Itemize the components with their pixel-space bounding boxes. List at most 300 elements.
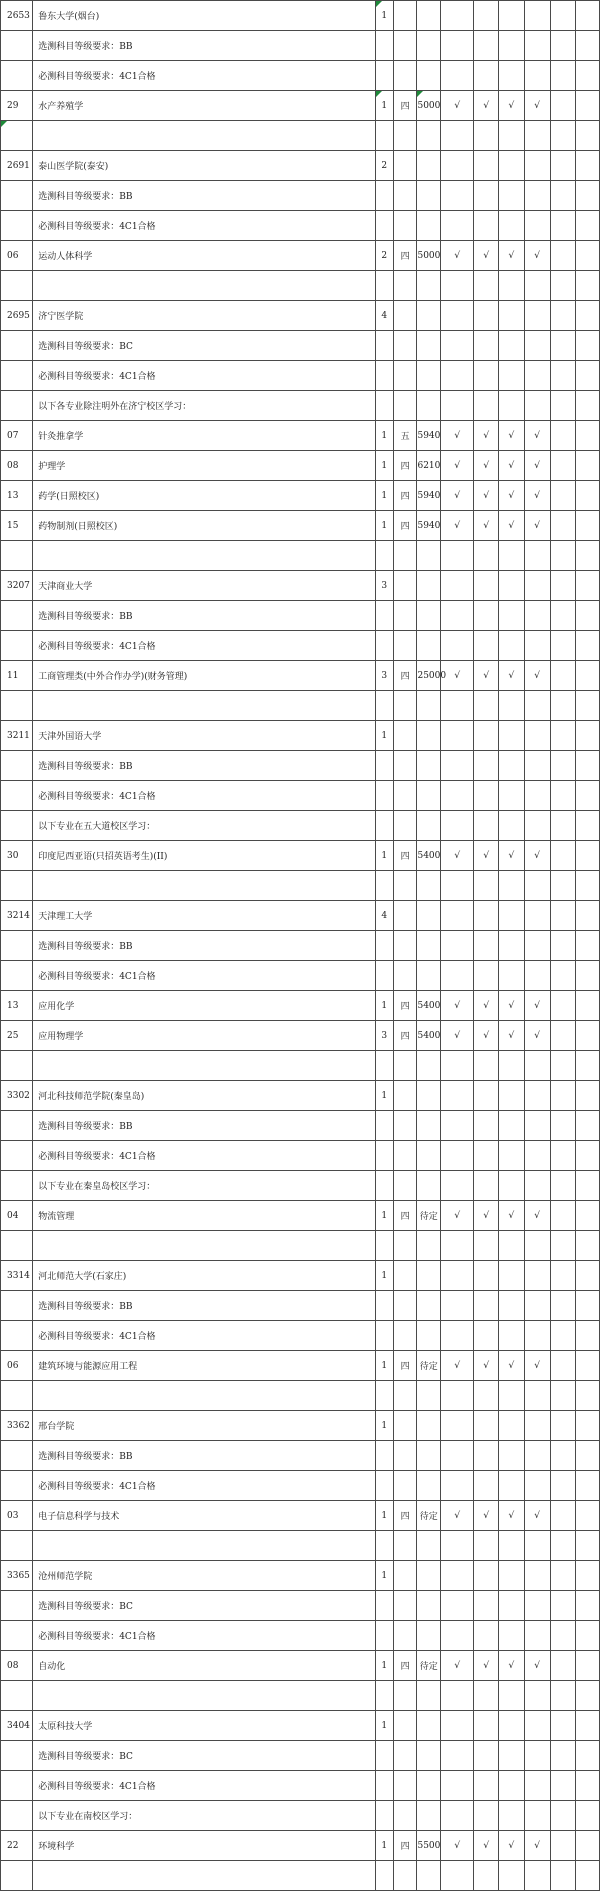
- requirement-row: [1, 331, 600, 361]
- empty-cell: [576, 811, 600, 841]
- requirement-note: 必测科目等级要求：4C1合格: [33, 1321, 375, 1351]
- empty-cell: [417, 1111, 441, 1141]
- major-code: 25: [1, 1021, 33, 1051]
- empty-cell: [499, 541, 525, 571]
- requirement-note: 选测科目等级要求：BC: [33, 331, 375, 361]
- empty-cell: [441, 1471, 474, 1501]
- empty-cell: [393, 601, 417, 631]
- empty-cell: [375, 1321, 393, 1351]
- empty-cell: [499, 1141, 525, 1171]
- empty-cell: [375, 361, 393, 391]
- empty-cell: [550, 271, 576, 301]
- empty-cell: [1, 1771, 33, 1801]
- empty-cell: [33, 1381, 375, 1411]
- empty-cell: [1, 1471, 33, 1501]
- empty-cell: [576, 1531, 600, 1561]
- school-code: 3362: [1, 1411, 33, 1441]
- check-mark: √: [441, 421, 474, 451]
- empty-cell: [576, 1291, 600, 1321]
- school-code: 3404: [1, 1711, 33, 1741]
- empty-cell: [524, 1801, 550, 1831]
- empty-cell: [499, 1411, 525, 1441]
- empty-cell: [550, 1291, 576, 1321]
- enrollment-count: 1: [375, 451, 393, 481]
- empty-cell: [375, 1231, 393, 1261]
- empty-cell: [474, 361, 499, 391]
- empty-cell: [441, 811, 474, 841]
- blank-row: [1, 1231, 600, 1261]
- empty-cell: [417, 1321, 441, 1351]
- empty-cell: [550, 1051, 576, 1081]
- empty-cell: [550, 1, 576, 31]
- empty-cell: [499, 811, 525, 841]
- empty-cell: [393, 1531, 417, 1561]
- empty-cell: [474, 781, 499, 811]
- empty-cell: [1, 781, 33, 811]
- empty-cell: [499, 1321, 525, 1351]
- requirement-note: 必测科目等级要求：4C1合格: [33, 1621, 375, 1651]
- empty-cell: [441, 1771, 474, 1801]
- tuition-fee: 5000: [417, 241, 441, 271]
- tuition-fee: 5940: [417, 421, 441, 451]
- empty-cell: [576, 181, 600, 211]
- empty-cell: [1, 391, 33, 421]
- empty-cell: [524, 181, 550, 211]
- empty-cell: [576, 1081, 600, 1111]
- enrollment-count: 1: [375, 1201, 393, 1231]
- empty-cell: [375, 1381, 393, 1411]
- empty-cell: [1, 1171, 33, 1201]
- empty-cell: [1, 631, 33, 661]
- empty-cell: [441, 61, 474, 91]
- empty-cell: [576, 1, 600, 31]
- major-code: 29: [1, 91, 33, 121]
- empty-cell: [375, 1801, 393, 1831]
- empty-cell: [441, 601, 474, 631]
- enrollment-count: 2: [375, 241, 393, 271]
- empty-cell: [524, 1711, 550, 1741]
- major-code: 06: [1, 1351, 33, 1381]
- empty-cell: [550, 1321, 576, 1351]
- empty-cell: [576, 721, 600, 751]
- empty-cell: [33, 1051, 375, 1081]
- empty-cell: [1, 1051, 33, 1081]
- requirement-note: 选测科目等级要求：BB: [33, 31, 375, 61]
- empty-cell: [524, 1621, 550, 1651]
- empty-cell: [1, 601, 33, 631]
- empty-cell: [393, 61, 417, 91]
- tuition-fee: 待定: [417, 1651, 441, 1681]
- empty-cell: [550, 1501, 576, 1531]
- empty-cell: [375, 331, 393, 361]
- empty-cell: [393, 301, 417, 331]
- empty-cell: [550, 511, 576, 541]
- empty-cell: [499, 211, 525, 241]
- empty-cell: [524, 1261, 550, 1291]
- empty-cell: [474, 1441, 499, 1471]
- major-name: 针灸推拿学: [33, 421, 375, 451]
- empty-cell: [393, 1621, 417, 1651]
- empty-cell: [576, 1621, 600, 1651]
- empty-cell: [550, 1351, 576, 1381]
- empty-cell: [1, 1321, 33, 1351]
- empty-cell: [393, 1771, 417, 1801]
- check-mark: √: [474, 241, 499, 271]
- empty-cell: [524, 61, 550, 91]
- empty-cell: [441, 631, 474, 661]
- check-mark: √: [499, 1501, 525, 1531]
- major-code: 13: [1, 481, 33, 511]
- empty-cell: [499, 901, 525, 931]
- empty-cell: [441, 181, 474, 211]
- empty-cell: [1, 1741, 33, 1771]
- empty-cell: [474, 1411, 499, 1441]
- school-row: [1, 151, 600, 181]
- check-mark: √: [474, 481, 499, 511]
- major-code: 07: [1, 421, 33, 451]
- empty-cell: [499, 61, 525, 91]
- check-mark: √: [441, 841, 474, 871]
- check-mark: √: [441, 1651, 474, 1681]
- empty-cell: [441, 1741, 474, 1771]
- major-row: [1, 1831, 600, 1861]
- check-mark: √: [441, 451, 474, 481]
- empty-cell: [1, 211, 33, 241]
- empty-cell: [375, 1591, 393, 1621]
- empty-cell: [576, 331, 600, 361]
- tuition-fee: 5400: [417, 841, 441, 871]
- empty-cell: [550, 1531, 576, 1561]
- empty-cell: [441, 1171, 474, 1201]
- empty-cell: [524, 721, 550, 751]
- school-name: 天津理工大学: [33, 901, 375, 931]
- empty-cell: [1, 961, 33, 991]
- empty-cell: [576, 1501, 600, 1531]
- empty-cell: [417, 1141, 441, 1171]
- check-mark: √: [441, 481, 474, 511]
- enrollment-count: 3: [375, 571, 393, 601]
- empty-cell: [417, 361, 441, 391]
- empty-cell: [576, 1321, 600, 1351]
- empty-cell: [550, 1201, 576, 1231]
- requirement-row: [1, 1111, 600, 1141]
- major-code: 04: [1, 1201, 33, 1231]
- empty-cell: [550, 871, 576, 901]
- empty-cell: [417, 31, 441, 61]
- empty-cell: [417, 691, 441, 721]
- check-mark: √: [524, 1021, 550, 1051]
- empty-cell: [417, 1861, 441, 1891]
- check-mark: √: [474, 1201, 499, 1231]
- empty-cell: [550, 781, 576, 811]
- empty-cell: [441, 751, 474, 781]
- enrollment-count: 3: [375, 1021, 393, 1051]
- tuition-fee: 5000: [417, 91, 441, 121]
- empty-cell: [1, 1861, 33, 1891]
- empty-cell: [393, 181, 417, 211]
- empty-cell: [417, 1051, 441, 1081]
- empty-cell: [550, 1771, 576, 1801]
- empty-cell: [524, 31, 550, 61]
- empty-cell: [417, 1261, 441, 1291]
- empty-cell: [441, 1231, 474, 1261]
- empty-cell: [375, 1291, 393, 1321]
- empty-cell: [474, 1381, 499, 1411]
- empty-cell: [499, 1, 525, 31]
- blank-row: [1, 1051, 600, 1081]
- blank-row: [1, 1861, 600, 1891]
- empty-cell: [524, 1861, 550, 1891]
- empty-cell: [474, 901, 499, 931]
- check-mark: √: [474, 1021, 499, 1051]
- check-mark: √: [474, 1501, 499, 1531]
- empty-cell: [393, 721, 417, 751]
- school-name: 泰山医学院(泰安): [33, 151, 375, 181]
- empty-cell: [550, 571, 576, 601]
- empty-cell: [576, 1111, 600, 1141]
- empty-cell: [375, 391, 393, 421]
- empty-cell: [417, 391, 441, 421]
- requirement-note: 必测科目等级要求：4C1合格: [33, 361, 375, 391]
- requirement-row: [1, 181, 600, 211]
- empty-cell: [550, 541, 576, 571]
- requirement-row: [1, 1741, 600, 1771]
- enrollment-count: 1: [375, 1501, 393, 1531]
- empty-cell: [576, 1471, 600, 1501]
- empty-cell: [474, 211, 499, 241]
- major-name: 建筑环境与能源应用工程: [33, 1351, 375, 1381]
- major-name: 印度尼西亚语(只招英语考生)(II): [33, 841, 375, 871]
- school-code: 3302: [1, 1081, 33, 1111]
- empty-cell: [550, 1261, 576, 1291]
- empty-cell: [417, 961, 441, 991]
- empty-cell: [550, 1681, 576, 1711]
- empty-cell: [417, 541, 441, 571]
- empty-cell: [441, 1381, 474, 1411]
- empty-cell: [375, 1171, 393, 1201]
- empty-cell: [550, 1141, 576, 1171]
- requirement-note: 以下专业在秦皇岛校区学习：: [33, 1171, 375, 1201]
- major-row: [1, 451, 600, 481]
- major-row: [1, 1021, 600, 1051]
- empty-cell: [375, 781, 393, 811]
- empty-cell: [550, 91, 576, 121]
- blank-row: [1, 1531, 600, 1561]
- empty-cell: [441, 301, 474, 331]
- check-mark: √: [524, 91, 550, 121]
- check-mark: √: [524, 421, 550, 451]
- empty-cell: [375, 931, 393, 961]
- empty-cell: [576, 1771, 600, 1801]
- empty-cell: [375, 961, 393, 991]
- check-mark: √: [474, 91, 499, 121]
- requirement-row: [1, 961, 600, 991]
- requirement-note: 选测科目等级要求：BB: [33, 751, 375, 781]
- empty-cell: [33, 271, 375, 301]
- empty-cell: [499, 1381, 525, 1411]
- empty-cell: [524, 1171, 550, 1201]
- empty-cell: [576, 211, 600, 241]
- empty-cell: [375, 751, 393, 781]
- empty-cell: [393, 331, 417, 361]
- empty-cell: [524, 751, 550, 781]
- empty-cell: [499, 1531, 525, 1561]
- empty-cell: [474, 721, 499, 751]
- major-row: [1, 241, 600, 271]
- requirement-note: 必测科目等级要求：4C1合格: [33, 631, 375, 661]
- empty-cell: [441, 1141, 474, 1171]
- empty-cell: [417, 61, 441, 91]
- empty-cell: [441, 1591, 474, 1621]
- check-mark: √: [474, 991, 499, 1021]
- enrollment-count: 1: [375, 1411, 393, 1441]
- empty-cell: [576, 751, 600, 781]
- empty-cell: [474, 1741, 499, 1771]
- empty-cell: [393, 1681, 417, 1711]
- empty-cell: [441, 961, 474, 991]
- enrollment-count: 3: [375, 661, 393, 691]
- empty-cell: [1, 31, 33, 61]
- empty-cell: [417, 1561, 441, 1591]
- empty-cell: [474, 1801, 499, 1831]
- empty-cell: [550, 421, 576, 451]
- empty-cell: [375, 211, 393, 241]
- empty-cell: [441, 1711, 474, 1741]
- empty-cell: [474, 61, 499, 91]
- table-body: [1, 1, 600, 1891]
- blank-row: [1, 121, 600, 151]
- check-mark: √: [499, 661, 525, 691]
- empty-cell: [474, 541, 499, 571]
- school-row: [1, 1711, 600, 1741]
- major-row: [1, 661, 600, 691]
- empty-cell: [550, 1471, 576, 1501]
- major-code: 08: [1, 451, 33, 481]
- major-name: 物流管理: [33, 1201, 375, 1231]
- empty-cell: [524, 601, 550, 631]
- check-mark: √: [441, 1501, 474, 1531]
- check-mark: √: [499, 91, 525, 121]
- empty-cell: [474, 631, 499, 661]
- requirement-row: [1, 631, 600, 661]
- empty-cell: [524, 1051, 550, 1081]
- major-name: 环境科学: [33, 1831, 375, 1861]
- enrollment-count: 1: [375, 1711, 393, 1741]
- empty-cell: [576, 1801, 600, 1831]
- empty-cell: [474, 1321, 499, 1351]
- empty-cell: [393, 211, 417, 241]
- empty-cell: [524, 541, 550, 571]
- empty-cell: [393, 751, 417, 781]
- empty-cell: [524, 1741, 550, 1771]
- requirement-note: 选测科目等级要求：BB: [33, 931, 375, 961]
- school-row: [1, 901, 600, 931]
- empty-cell: [524, 1141, 550, 1171]
- requirement-row: [1, 211, 600, 241]
- empty-cell: [393, 151, 417, 181]
- check-mark: √: [474, 451, 499, 481]
- empty-cell: [375, 631, 393, 661]
- empty-cell: [393, 781, 417, 811]
- empty-cell: [417, 271, 441, 301]
- empty-cell: [576, 961, 600, 991]
- empty-cell: [550, 1591, 576, 1621]
- check-mark: √: [441, 1201, 474, 1231]
- empty-cell: [441, 691, 474, 721]
- check-mark: √: [441, 91, 474, 121]
- empty-cell: [474, 331, 499, 361]
- empty-cell: [524, 1231, 550, 1261]
- empty-cell: [499, 361, 525, 391]
- requirement-row: [1, 1171, 600, 1201]
- empty-cell: [375, 691, 393, 721]
- empty-cell: [474, 811, 499, 841]
- empty-cell: [393, 1261, 417, 1291]
- empty-cell: [576, 91, 600, 121]
- empty-cell: [417, 1081, 441, 1111]
- empty-cell: [550, 1171, 576, 1201]
- requirement-note: 必测科目等级要求：4C1合格: [33, 211, 375, 241]
- study-years: 四: [393, 841, 417, 871]
- empty-cell: [417, 631, 441, 661]
- empty-cell: [375, 181, 393, 211]
- check-mark: √: [474, 421, 499, 451]
- empty-cell: [550, 1711, 576, 1741]
- empty-cell: [524, 1321, 550, 1351]
- empty-cell: [474, 391, 499, 421]
- check-mark: √: [474, 661, 499, 691]
- empty-cell: [550, 181, 576, 211]
- empty-cell: [524, 1081, 550, 1111]
- empty-cell: [524, 871, 550, 901]
- empty-cell: [474, 1771, 499, 1801]
- empty-cell: [499, 871, 525, 901]
- empty-cell: [393, 961, 417, 991]
- major-row: [1, 1501, 600, 1531]
- empty-cell: [576, 1231, 600, 1261]
- empty-cell: [393, 1861, 417, 1891]
- requirement-row: [1, 1591, 600, 1621]
- requirement-note: 必测科目等级要求：4C1合格: [33, 61, 375, 91]
- empty-cell: [1, 1441, 33, 1471]
- empty-cell: [441, 1111, 474, 1141]
- empty-cell: [499, 1441, 525, 1471]
- empty-cell: [393, 1471, 417, 1501]
- empty-cell: [375, 601, 393, 631]
- check-mark: √: [499, 421, 525, 451]
- empty-cell: [1, 271, 33, 301]
- empty-cell: [375, 1621, 393, 1651]
- empty-cell: [576, 1021, 600, 1051]
- empty-cell: [499, 151, 525, 181]
- empty-cell: [474, 571, 499, 601]
- empty-cell: [393, 1171, 417, 1201]
- empty-cell: [441, 1411, 474, 1441]
- empty-cell: [375, 1441, 393, 1471]
- empty-cell: [474, 271, 499, 301]
- empty-cell: [524, 1111, 550, 1141]
- check-mark: √: [524, 241, 550, 271]
- empty-cell: [441, 1861, 474, 1891]
- empty-cell: [474, 1531, 499, 1561]
- empty-cell: [393, 571, 417, 601]
- empty-cell: [474, 1621, 499, 1651]
- empty-cell: [393, 931, 417, 961]
- major-row: [1, 841, 600, 871]
- empty-cell: [1, 1111, 33, 1141]
- empty-cell: [441, 1441, 474, 1471]
- major-row: [1, 421, 600, 451]
